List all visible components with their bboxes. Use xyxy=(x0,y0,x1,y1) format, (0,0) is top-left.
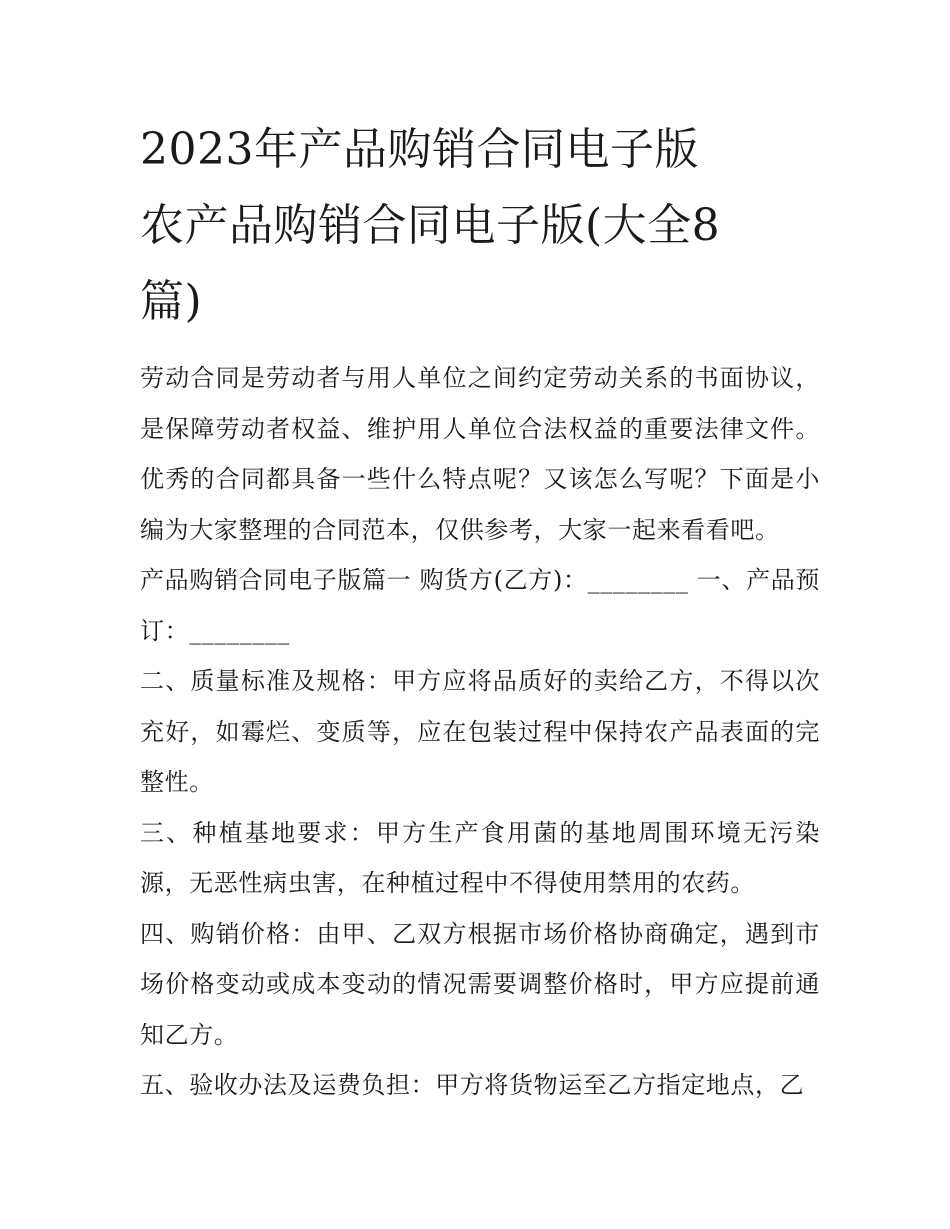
paragraph-planting-base: 三、种植基地要求：甲方生产食用菌的基地周围环境无污染源，无恶性病虫害，在种植过程中不得使用禁用的农药。 xyxy=(140,818,820,897)
paragraph-contract-header: 产品购销合同电子版篇一 购货方(乙方)：________ 一、产品预订：________ xyxy=(140,566,820,645)
title-line-3: 篇) xyxy=(140,276,203,327)
title-line-1: 2023年产品购销合同电子版 xyxy=(140,124,699,175)
paragraph-intro: 劳动合同是劳动者与用人单位之间约定劳动关系的书面协议，是保障劳动者权益、维护用人单位合法权益的重要法律文件。优秀的合同都具备一些什么特点呢？又该怎么写呢？下面是小编为大家整理的合同范本，仅供参考，大家一起来看看吧。 xyxy=(140,364,820,544)
paragraph-quality-standards: 二、质量标准及规格：甲方应将品质好的卖给乙方，不得以次充好，如霉烂、变质等，应在包装过程中保持农产品表面的完整性。 xyxy=(140,667,820,796)
document-title xyxy=(140,112,820,340)
document-body xyxy=(140,353,820,1111)
title-line-2: 农产品购销合同电子版(大全8 xyxy=(140,200,721,251)
paragraph-pricing: 四、购销价格：由甲、乙双方根据市场价格协商确定，遇到市场价格变动或成本变动的情况需要调整价格时，甲方应提前通知乙方。 xyxy=(140,919,820,1049)
paragraph-acceptance: 五、验收办法及运费负担：甲方将货物运至乙方指定地点，乙 xyxy=(140,1071,805,1099)
